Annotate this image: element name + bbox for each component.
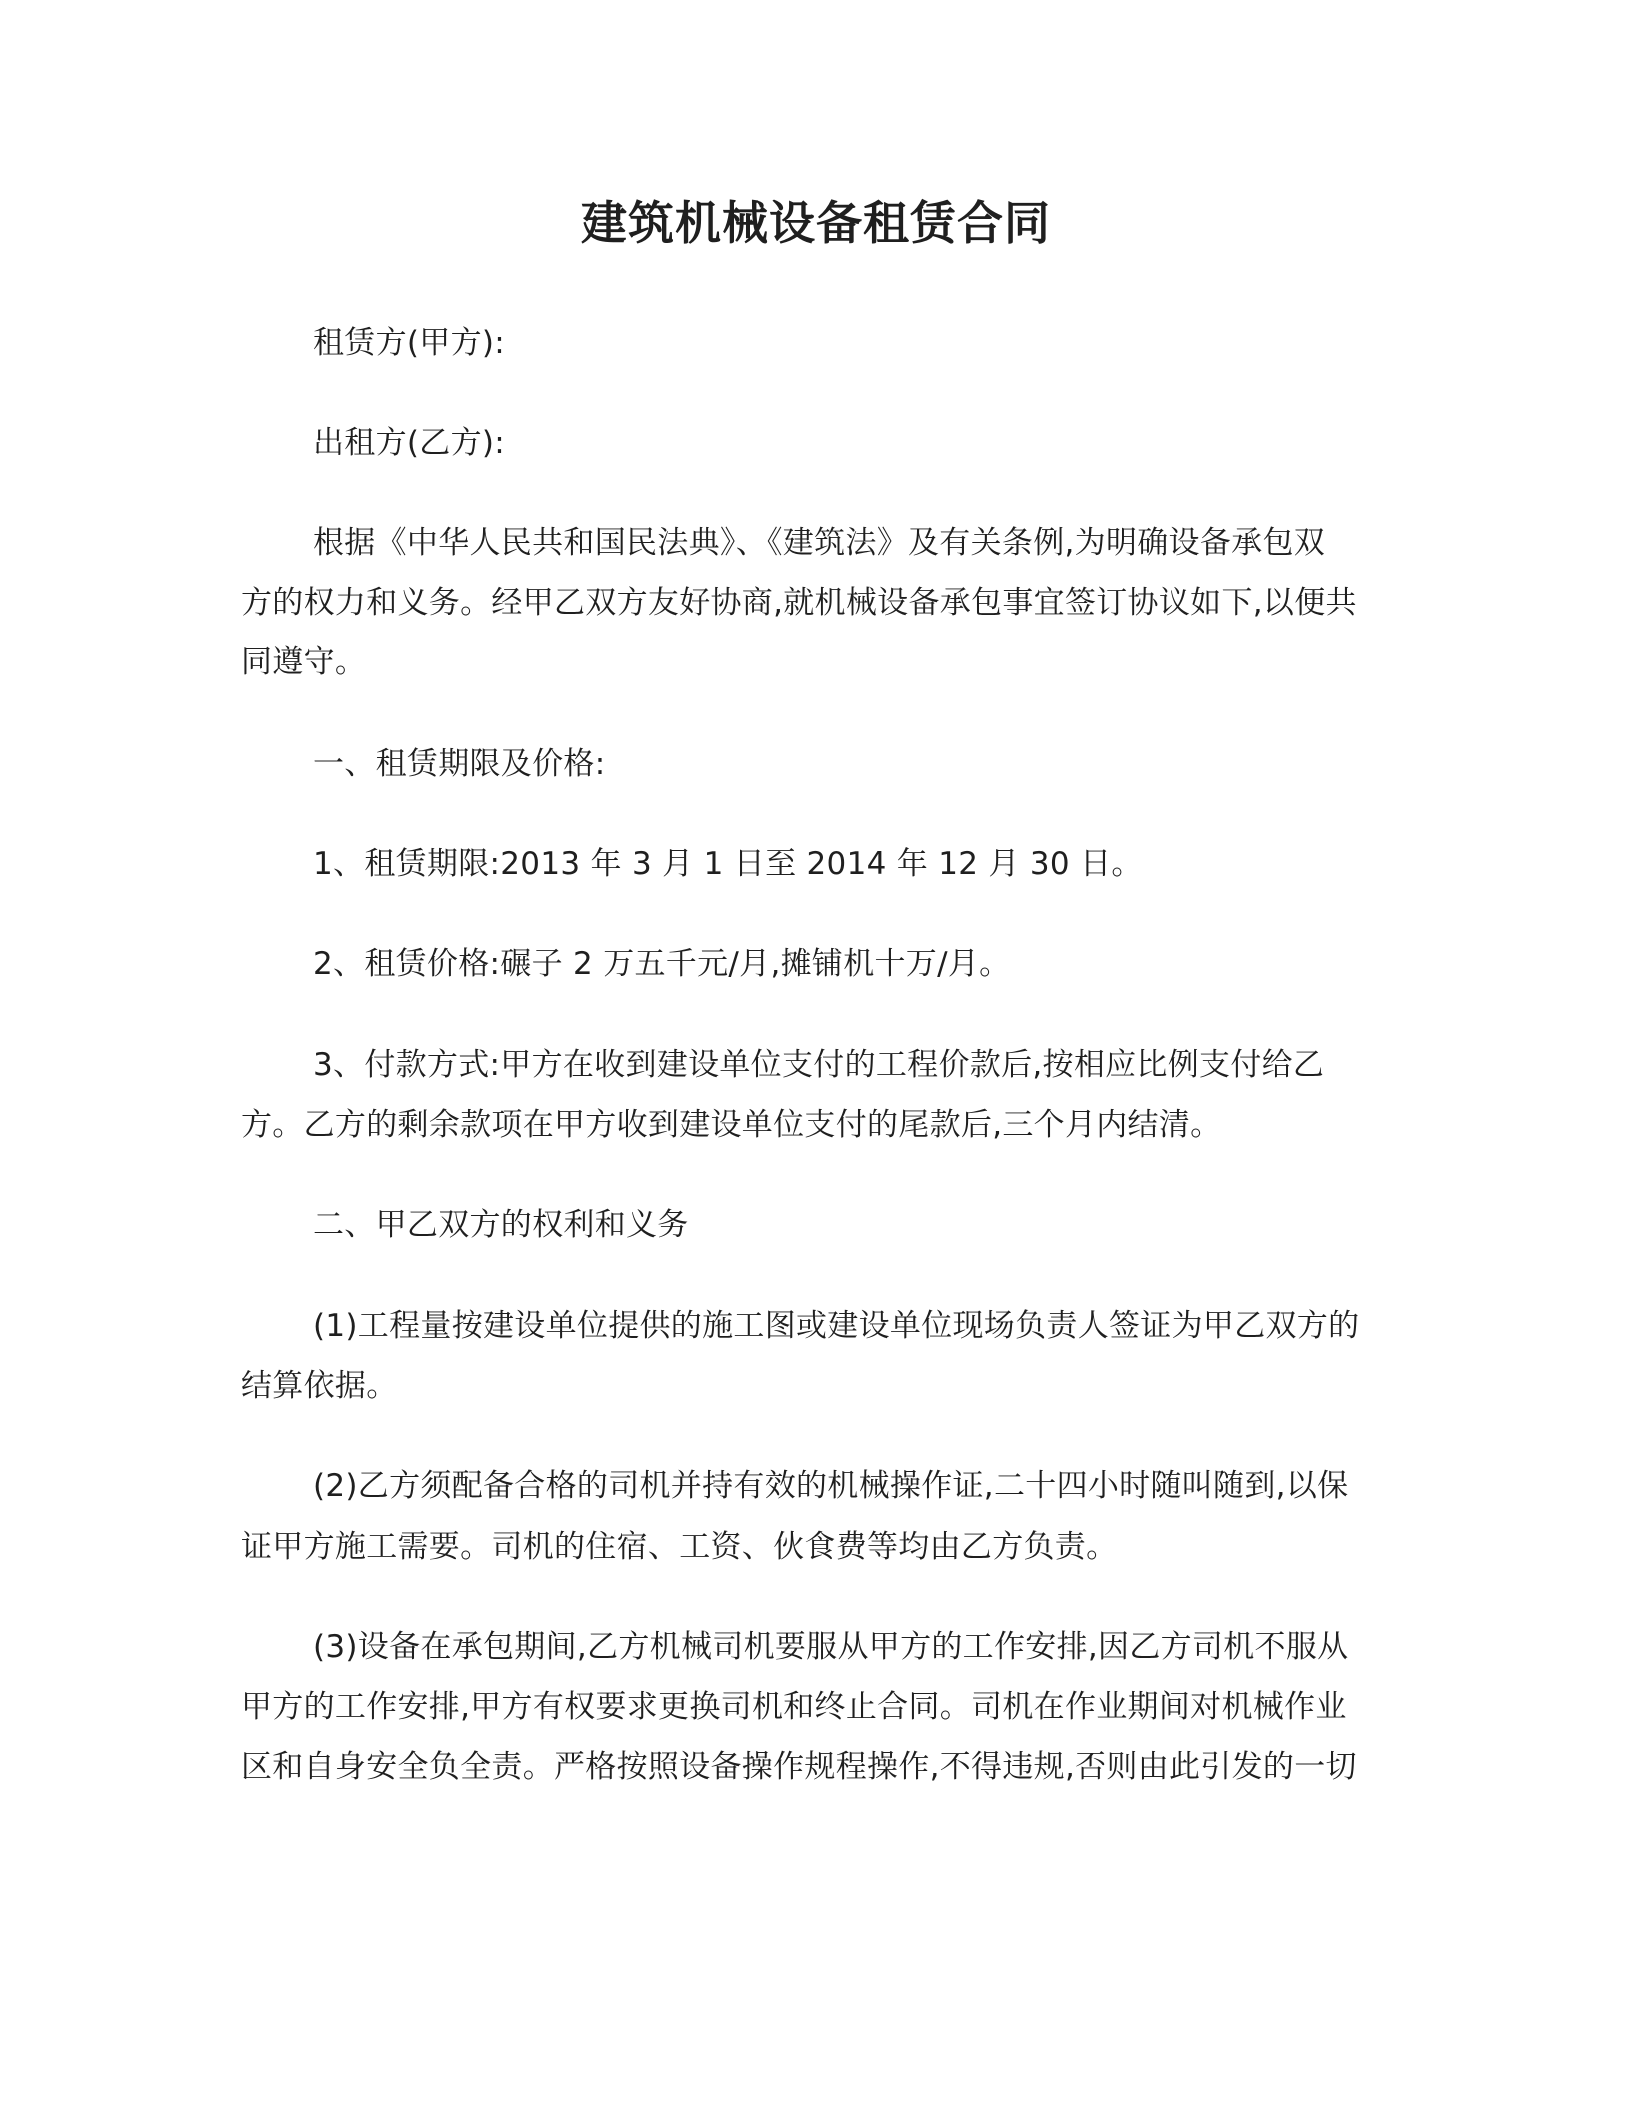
section-2-clause-2-line-1: (2)乙方须配备合格的司机并持有效的机械操作证,二十四小时随叫随到,以保 — [313, 1468, 1349, 1504]
preamble-line-3: 同遵守。 — [241, 644, 367, 680]
lessee-label: 租赁方(甲方): — [313, 325, 506, 361]
section-2-clause-2-line-2: 证甲方施工需要。司机的住宿、工资、伙食费等均由乙方负责。 — [241, 1529, 1118, 1565]
section-1-item-1: 1、租赁期限:2013 年 3 月 1 日至 2014 年 12 月 30 日。 — [313, 846, 1143, 882]
section-1-item-2: 2、租赁价格:碾子 2 万五千元/月,摊铺机十万/月。 — [313, 946, 1011, 982]
section-2-heading: 二、甲乙双方的权利和义务 — [313, 1207, 689, 1243]
section-2-clause-1-line-1: (1)工程量按建设单位提供的施工图或建设单位现场负责人签证为甲乙双方的 — [313, 1308, 1360, 1344]
section-1-item-3-line-1: 3、付款方式:甲方在收到建设单位支付的工程价款后,按相应比例支付给乙 — [313, 1047, 1325, 1083]
section-2-clause-1-line-2: 结算依据。 — [241, 1368, 398, 1404]
preamble-line-1: 根据《中华人民共和国民法典》、《建筑法》及有关条例,为明确设备承包双 — [313, 525, 1326, 561]
lessor-label: 出租方(乙方): — [313, 425, 506, 461]
section-1-item-3-line-2: 方。乙方的剩余款项在甲方收到建设单位支付的尾款后,三个月内结清。 — [241, 1107, 1222, 1143]
section-2-clause-3-line-1: (3)设备在承包期间,乙方机械司机要服从甲方的工作安排,因乙方司机不服从 — [313, 1629, 1349, 1665]
preamble-line-2: 方的权力和义务。经甲乙双方友好协商,就机械设备承包事宜签订协议如下,以便共 — [241, 585, 1357, 621]
section-2-clause-3-line-2: 甲方的工作安排,甲方有权要求更换司机和终止合同。司机在作业期间对机械作业 — [241, 1689, 1347, 1725]
document-title: 建筑机械设备租赁合同 — [581, 196, 1051, 250]
section-2-clause-3-line-3: 区和自身安全负全责。严格按照设备操作规程操作,不得违规,否则由此引发的一切 — [241, 1749, 1357, 1785]
section-1-heading: 一、租赁期限及价格: — [313, 746, 606, 782]
